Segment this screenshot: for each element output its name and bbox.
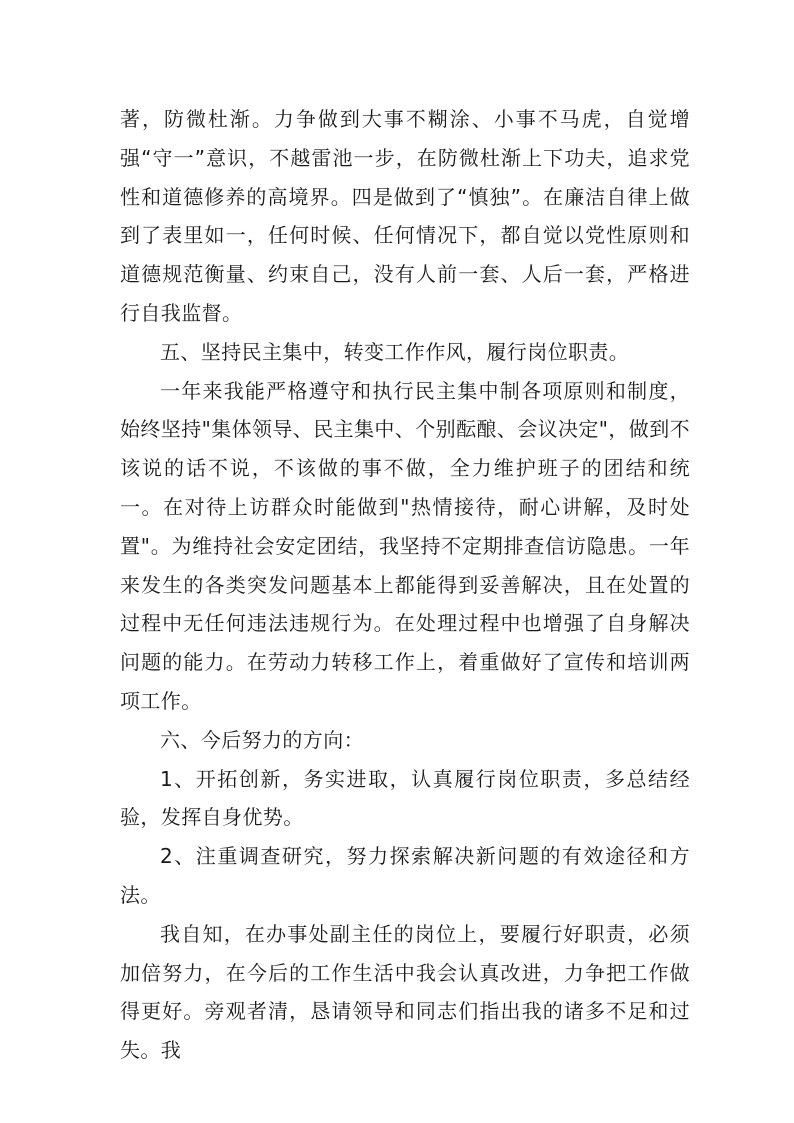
section-heading-six: 六、今后努力的方向： [160, 727, 364, 752]
document-body [120, 100, 690, 1070]
list-item-1: 1、开拓创新，务实进取，认真履行岗位职责，多总结经验，发挥自身优势。 [120, 766, 690, 830]
paragraph-closing: 我自知，在办事处副主任的岗位上，要履行好职责，必须加倍努力，在今后的工作生活中我会认真改进，力争把工作做得更好。旁观者清，恳请领导和同志们指出我的诸多不足和过失。我 [120, 921, 690, 1063]
section-heading-five: 五、坚持民主集中，转变工作作风，履行岗位职责。 [160, 339, 630, 364]
list-item-2: 2、注重调查研究，努力探索解决新问题的有效途径和方法。 [120, 844, 690, 907]
paragraph-democratic-centralism: 一年来我能严格遵守和执行民主集中制各项原则和制度，始终坚持"集体领导、民主集中、个别酝酿、会议决定"，做到不该说的话不说，不该做的事不做，全力维护班子的团结和统一。在对待上访群众时能做到"热情接待，耐心讲解，及时处置"。为维持社会安定团结，我坚持不定期排查信访隐患。一年来发生的各类突发问题基本上都能得到妥善解决，且在处置的过程中无任何违法违规行为。在处理过程中也增强了自身解决问题的能力。在劳动力转移工作上，着重做好了宣传和培训两项工作。 [120, 378, 690, 713]
paragraph-continuation: 著，防微杜渐。力争做到大事不糊涂、小事不马虎，自觉增强“守一”意识，不越雷池一步，在防微杜渐上下功夫，追求党性和道德修养的高境界。四是做到了“慎独”。在廉洁自律上做到了表里如一，任何时候、任何情况下，都自觉以党性原则和道德规范衡量、约束自己，没有人前一套、人后一套，严格进行自我监督。 [120, 107, 690, 325]
